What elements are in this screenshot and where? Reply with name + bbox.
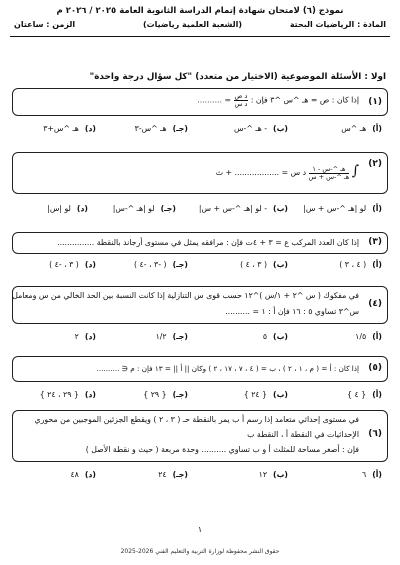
option-d[interactable]: (د)لو |س| <box>47 204 88 213</box>
question-number: (٥) <box>368 363 382 373</box>
question-number: (١) <box>368 97 382 107</box>
exam-title: نموذج (٦) لامتحان شهادة إتمام الدراسة الثانوية العامة ٢٠٢٥ / ٢٠٢٦ م <box>56 6 344 16</box>
question-3-options <box>12 260 388 274</box>
option-b[interactable]: (ب)( ٣ ، ٤ ) <box>240 260 288 269</box>
question-line-2: الإحداثيات في النقطة أ ، النقطة ب <box>247 430 359 439</box>
option-a[interactable]: (أ)( ٤ ، ٣ ) <box>339 260 382 269</box>
page-number: ١ <box>197 525 203 534</box>
question-text: إذا كان العدد المركب ع = ٣ + ٤ت فإن : مرافقه يمثل في مستوى أرجاند بالنقطة ............... <box>57 238 359 247</box>
question-number: (٣) <box>368 237 382 247</box>
option-a[interactable]: (أ)لو |هـ ^-س + س| <box>303 204 382 213</box>
question-line-3: فإن : أصغر مساحة للمثلث أ و ب تساوي .......... وحدة مربعة ( حيث و نقطة الأصل ) <box>85 445 359 454</box>
question-5-box <box>12 356 388 382</box>
option-b[interactable]: (ب)- لو |هـ ^-س + س| <box>198 204 288 213</box>
section-title: اولا : الأسئلة الموضوعية (الاختيار من متعدد) "كل سؤال درجة واحدة" <box>89 72 386 82</box>
question-2-box <box>12 152 388 194</box>
question-text: إذا كان : أ = ( م ، ١ ، ٢ ) ، ب = ( ٤ ، ٧ ، ١٧ ، ٢ ) وكان || أ || = ١٣ فإن : م ∈ .......... <box>96 364 359 373</box>
option-c[interactable]: (جـ)( -٣ ، -٤ ) <box>134 260 188 269</box>
integral-icon: ∫ <box>351 163 359 179</box>
question-number: (٢) <box>368 159 382 169</box>
option-c[interactable]: (جـ)هـ ^س-٣ <box>134 124 188 133</box>
question-4-box <box>12 286 388 324</box>
question-number: (٦) <box>368 429 382 439</box>
option-d[interactable]: (د)٤٨ <box>70 470 96 479</box>
option-a[interactable]: (أ)٦ <box>361 470 382 479</box>
option-c[interactable]: (جـ)لو |هـ ^-س| <box>112 204 176 213</box>
header-divider <box>10 36 390 37</box>
exam-meta <box>0 20 400 32</box>
option-b[interactable]: (ب){ ٢٤ } <box>243 390 288 399</box>
option-b[interactable]: (ب)٥ <box>262 332 288 341</box>
question-5-options <box>12 390 388 404</box>
option-a[interactable]: (أ)هـ ^س <box>341 124 382 133</box>
question-line-2: س^٣ تساوي ٥ : ١٦ فإن أ : ١ = .......... <box>225 307 359 316</box>
question-line-1: في مستوى إحداثي متعامد إذا رسم أ ب يمر بالنقطة حـ ( ٣ ، ٢ ) ويقطع الجزئين الموجبين من محوري <box>34 415 359 424</box>
branch-label: (الشعبة العلمية رياضيات) <box>142 20 242 29</box>
subject-label: المادة : الرياضيات البحتة <box>289 20 386 29</box>
option-a[interactable]: (أ)١/٥ <box>355 332 382 341</box>
question-2-options <box>12 204 388 218</box>
question-text: إذا كان : ص = هـ ^س ^٣ فإن : $\frac{\text{د ص}}{\text{د س}}$ = .......... <box>197 92 359 108</box>
time-label: الزمن : ساعتان <box>14 20 76 29</box>
option-c[interactable]: (جـ){ ٢٩ } <box>143 390 188 399</box>
option-c[interactable]: (جـ)٢٤ <box>158 470 188 479</box>
option-d[interactable]: (د)( ٣ ، -٤ ) <box>49 260 96 269</box>
question-4-options <box>12 332 388 346</box>
option-b[interactable]: (ب)١٢ <box>258 470 288 479</box>
option-d[interactable]: (د){ ٢٩ ، ٢٤ } <box>39 390 96 399</box>
question-6-box <box>12 410 388 462</box>
question-1-box <box>12 88 388 116</box>
question-6-options <box>12 470 388 484</box>
question-3-box <box>12 232 388 254</box>
question-line-1: في مفكوك ( س ^٢ + ١/س )^١٢ حسب قوى س التنازلية إذا كانت النسبة بين الحد الخالي من س ومعامل <box>12 291 359 300</box>
question-text: ∫ $\frac{\text{هـ \textasciicircum{}-س - ١}}{\text{هـ \textasciicircum{}-س + س}}$ د س = .................. + ث <box>215 163 359 181</box>
question-1-options <box>12 124 388 138</box>
copyright-footer: حقوق النشر محفوظة لوزارة التربية والتعليم الفني 2026-2025 <box>120 548 280 555</box>
option-c[interactable]: (جـ)١/٢ <box>155 332 188 341</box>
option-d[interactable]: (د)٢ <box>74 332 96 341</box>
question-number: (٤) <box>368 299 382 309</box>
option-a[interactable]: (أ){ ٤ } <box>347 390 382 399</box>
option-d[interactable]: (د)هـ ^س+٣ <box>43 124 96 133</box>
option-b[interactable]: (ب)- هـ ^-س <box>234 124 288 133</box>
